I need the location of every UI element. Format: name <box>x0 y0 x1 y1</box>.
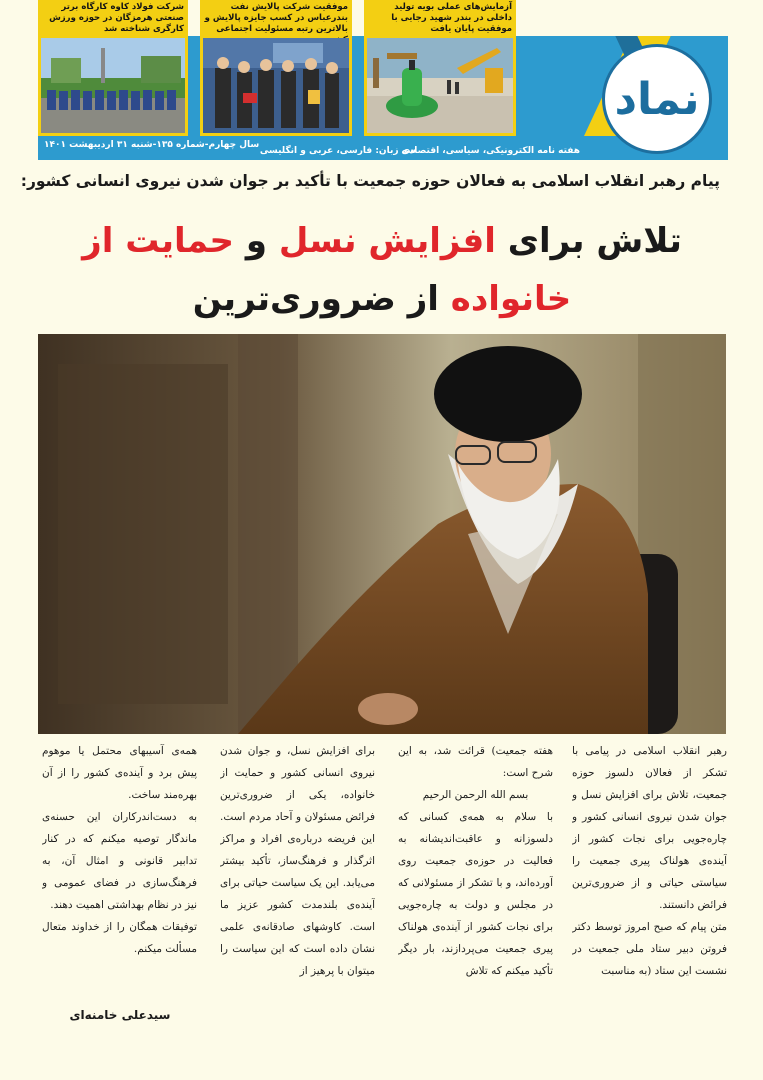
article-column-2 <box>398 740 553 1040</box>
paragraph: با سلام به همه‌ی کسانی که دلسوزانه و عاقبت‌اندیشانه به فعالیت در حوزه‌ی جمعیت روی آورده‌اند، و با تشکر از مسئولانی که در مجلس و دولت به چاره‌جویی برای نجات کشور از آینده‌ی هولناک پیری جمعیت می‌پردازند، بار دیگر تأکید میکنم که تلاش <box>398 811 553 977</box>
award-ceremony-photo <box>203 38 349 133</box>
headline-line-1 <box>30 212 734 328</box>
headline-text: از ضروری‌ترین <box>192 279 451 319</box>
article-column-3 <box>220 740 375 1040</box>
headline-text: تلاش برای <box>495 221 682 261</box>
logo-text: نماد <box>614 73 700 125</box>
signature: سیدعلی خامنه‌ای <box>69 1008 171 1022</box>
paragraph: هفته جمعیت) قرائت شد، به این شرح است: <box>398 745 553 779</box>
article-column-1 <box>572 740 727 1040</box>
headline-highlight: افزایش نسل <box>278 221 496 261</box>
teaser-caption: شرکت فولاد کاوه کارگاه برتر صنعتی هرمزگان در حوزه ورزش کارگری شناخته شد <box>49 2 184 34</box>
basmala: بسم الله الرحمن الرحیم <box>422 789 529 801</box>
paragraph: رهبر انقلاب اسلامی در پیامی با تشکر از فعالان دلسوز حوزه جمعیت، تلاش برای افزایش نسل و جوان شدن نیروی انسانی کشور و چاره‌جویی برای نجات کشور از آینده‌ی هولناک پیری جمعیت را سیاستی حیاتی و از ضروری‌ترین فرائض دانستند. <box>572 745 727 911</box>
paragraph: متن پیام که صبح امروز توسط دکتر فروتن دبیر ستاد ملی جمعیت در نشست این ستاد (به مناسبت <box>572 921 727 977</box>
paragraph: همه‌ی آسیبهای محتمل یا موهوم پیش برد و آینده‌ی کشور را از آن بهره‌مند ساخت. <box>42 745 197 801</box>
paragraph: برای افزایش نسل، و جوان شدن نیروی انسانی کشور و حمایت از خانواده، یکی از ضروری‌ترین فرائض مسئولان و آحاد مردم است. این فریضه درباره‌ی افراد و مراکز اثرگذار و فرهنگ‌ساز، تأکید بیشتر می‌یابد. این یک سیاست حیاتی برای آینده‌ی بلندمدت کشور عزیز ما است. کاوشهای صادقانه‌ی علمی نشان داده است که این سیاست را میتوان با پرهیز از <box>220 745 375 977</box>
article-column-4 <box>42 740 197 1002</box>
teaser-card[interactable] <box>364 0 516 136</box>
teaser-caption: موفقیت شرکت پالایش نفت بندرعباس در کسب جایزه پالایش و بالاترین رتبه مسئولیت اجتماعی <box>204 2 348 34</box>
leader-portrait-photo <box>38 334 726 734</box>
teaser-card[interactable] <box>200 0 352 136</box>
headline-text: و <box>234 221 279 261</box>
issue-info: سال چهارم-شماره ۱۳۵-شنبه ۳۱ اردیبهشت ۱۴۰۱ <box>44 140 260 150</box>
article-kicker: پیام رهبر انقلاب اسلامی به فعالان حوزه جمعیت با تأکید بر جوان شدن نیروی انسانی کشور: <box>20 172 720 190</box>
teaser-card[interactable] <box>38 0 188 136</box>
newspaper-logo[interactable] <box>602 44 712 154</box>
green-buoy-crane-photo <box>367 38 513 133</box>
masthead-languages: سه زبان: فارسی، عربی و انگلیسی <box>259 146 416 156</box>
paragraph: به دست‌اندرکاران این حسنه‌ی ماندگار توصیه میکنم که در کنار تدابیر قانونی و امثال آن، به فرهنگ‌سازی در فضای عمومی و نیز در نظام بهداشتی اهمیت دهند. <box>42 811 197 911</box>
workers-group-photo <box>41 38 185 133</box>
masthead-tagline: هفته نامه الکترونیکی، سیاسی، اقتصادی <box>401 146 580 156</box>
paragraph: توفیقات همگان را از خداوند متعال مسألت میکنم. <box>42 921 197 955</box>
teaser-caption: آزمایش‌های عملی بویه تولید داخلی در بندر شهید رجایی با موفقیت پایان یافت <box>391 2 512 34</box>
headline-highlight: حمایت از خانواده <box>82 221 572 319</box>
